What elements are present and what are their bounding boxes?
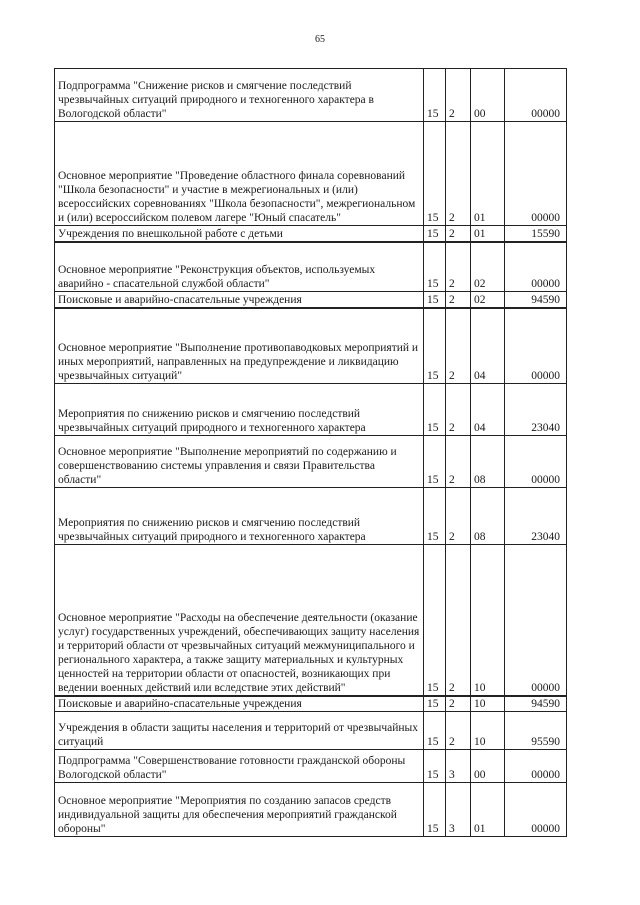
table-row bbox=[55, 712, 567, 750]
program-code: 15 bbox=[424, 696, 446, 712]
program-code: 15 bbox=[424, 712, 446, 750]
row-name: Основное мероприятие "Проведение областного финала соревнований "Школа безопасности" и участие в межрегиональных и (или) всероссийских соревнованиях "Школа безопасности", межрегиональном и (или) всероссийском полевом лагере "Юный спасатель" bbox=[55, 122, 424, 226]
subprogram-code: 3 bbox=[446, 783, 471, 837]
table-row bbox=[55, 696, 567, 712]
expense-code: 00000 bbox=[505, 122, 567, 226]
table-row bbox=[55, 783, 567, 837]
event-code: 08 bbox=[471, 436, 505, 488]
expense-code: 00000 bbox=[505, 545, 567, 696]
row-name: Основное мероприятие "Выполнение противопаводковых мероприятий и иных мероприятий, направленных на предупреждение и ликвидацию чрезвычайных ситуаций" bbox=[55, 308, 424, 384]
row-name: Основное мероприятие "Реконструкция объектов, используемых аварийно - спасательной службой области" bbox=[55, 242, 424, 292]
event-code: 02 bbox=[471, 242, 505, 292]
expense-code: 00000 bbox=[505, 242, 567, 292]
table-row bbox=[55, 308, 567, 384]
subprogram-code: 2 bbox=[446, 226, 471, 242]
subprogram-code: 2 bbox=[446, 712, 471, 750]
program-code: 15 bbox=[424, 122, 446, 226]
table-row bbox=[55, 384, 567, 436]
row-name: Основное мероприятие "Мероприятия по созданию запасов средств индивидуальной защиты для обеспечения мероприятий гражданской обороны" bbox=[55, 783, 424, 837]
table-row bbox=[55, 545, 567, 696]
table-row bbox=[55, 292, 567, 308]
row-name: Основное мероприятие "Расходы на обеспечение деятельности (оказание услуг) государственных учреждений, обеспечивающих защиту населения и территорий области от чрезвычайных ситуаций межмуниципального и регионального характера, а также защиту материальных и культурных ценностей на территории области от опасностей, возникающих при ведении военных действий или вследствие этих действий" bbox=[55, 545, 424, 696]
row-name: Мероприятия по снижению рисков и смягчению последствий чрезвычайных ситуаций природного и техногенного характера bbox=[55, 384, 424, 436]
program-code: 15 bbox=[424, 488, 446, 545]
row-name: Основное мероприятие "Выполнение мероприятий по содержанию и совершенствованию системы управления и связи Правительства области" bbox=[55, 436, 424, 488]
program-code: 15 bbox=[424, 384, 446, 436]
table-row bbox=[55, 69, 567, 122]
table-row bbox=[55, 226, 567, 242]
program-code: 15 bbox=[424, 292, 446, 308]
page-number: 65 bbox=[315, 34, 325, 45]
event-code: 10 bbox=[471, 545, 505, 696]
expense-code: 23040 bbox=[505, 488, 567, 545]
table-row bbox=[55, 242, 567, 292]
budget-classification-table bbox=[54, 68, 567, 837]
subprogram-code: 2 bbox=[446, 696, 471, 712]
event-code: 00 bbox=[471, 69, 505, 122]
row-name: Учреждения в области защиты населения и территорий от чрезвычайных ситуаций bbox=[55, 712, 424, 750]
expense-code: 00000 bbox=[505, 783, 567, 837]
program-code: 15 bbox=[424, 783, 446, 837]
row-name: Мероприятия по снижению рисков и смягчению последствий чрезвычайных ситуаций природного и техногенного характера bbox=[55, 488, 424, 545]
event-code: 08 bbox=[471, 488, 505, 545]
event-code: 02 bbox=[471, 292, 505, 308]
expense-code: 94590 bbox=[505, 292, 567, 308]
event-code: 01 bbox=[471, 226, 505, 242]
event-code: 10 bbox=[471, 696, 505, 712]
row-name: Подпрограмма "Совершенствование готовности гражданской обороны Вологодской области" bbox=[55, 750, 424, 783]
program-code: 15 bbox=[424, 436, 446, 488]
table-row bbox=[55, 122, 567, 226]
table-row bbox=[55, 488, 567, 545]
expense-code: 00000 bbox=[505, 436, 567, 488]
row-name: Поисковые и аварийно-спасательные учреждения bbox=[55, 696, 424, 712]
row-name: Учреждения по внешкольной работе с детьми bbox=[55, 226, 424, 242]
expense-code: 00000 bbox=[505, 69, 567, 122]
program-code: 15 bbox=[424, 242, 446, 292]
program-code: 15 bbox=[424, 750, 446, 783]
subprogram-code: 2 bbox=[446, 384, 471, 436]
subprogram-code: 2 bbox=[446, 488, 471, 545]
row-name: Поисковые и аварийно-спасательные учреждения bbox=[55, 292, 424, 308]
table-row bbox=[55, 750, 567, 783]
row-name: Подпрограмма "Снижение рисков и смягчение последствий чрезвычайных ситуаций природного и техногенного характера в Вологодской области" bbox=[55, 69, 424, 122]
expense-code: 23040 bbox=[505, 384, 567, 436]
subprogram-code: 2 bbox=[446, 242, 471, 292]
program-code: 15 bbox=[424, 308, 446, 384]
subprogram-code: 3 bbox=[446, 750, 471, 783]
subprogram-code: 2 bbox=[446, 69, 471, 122]
event-code: 01 bbox=[471, 122, 505, 226]
event-code: 04 bbox=[471, 308, 505, 384]
subprogram-code: 2 bbox=[446, 436, 471, 488]
table-row bbox=[55, 436, 567, 488]
program-code: 15 bbox=[424, 226, 446, 242]
expense-code: 95590 bbox=[505, 712, 567, 750]
subprogram-code: 2 bbox=[446, 545, 471, 696]
event-code: 01 bbox=[471, 783, 505, 837]
expense-code: 00000 bbox=[505, 750, 567, 783]
event-code: 10 bbox=[471, 712, 505, 750]
expense-code: 94590 bbox=[505, 696, 567, 712]
expense-code: 00000 bbox=[505, 308, 567, 384]
subprogram-code: 2 bbox=[446, 122, 471, 226]
subprogram-code: 2 bbox=[446, 292, 471, 308]
program-code: 15 bbox=[424, 545, 446, 696]
event-code: 04 bbox=[471, 384, 505, 436]
program-code: 15 bbox=[424, 69, 446, 122]
subprogram-code: 2 bbox=[446, 308, 471, 384]
event-code: 00 bbox=[471, 750, 505, 783]
expense-code: 15590 bbox=[505, 226, 567, 242]
